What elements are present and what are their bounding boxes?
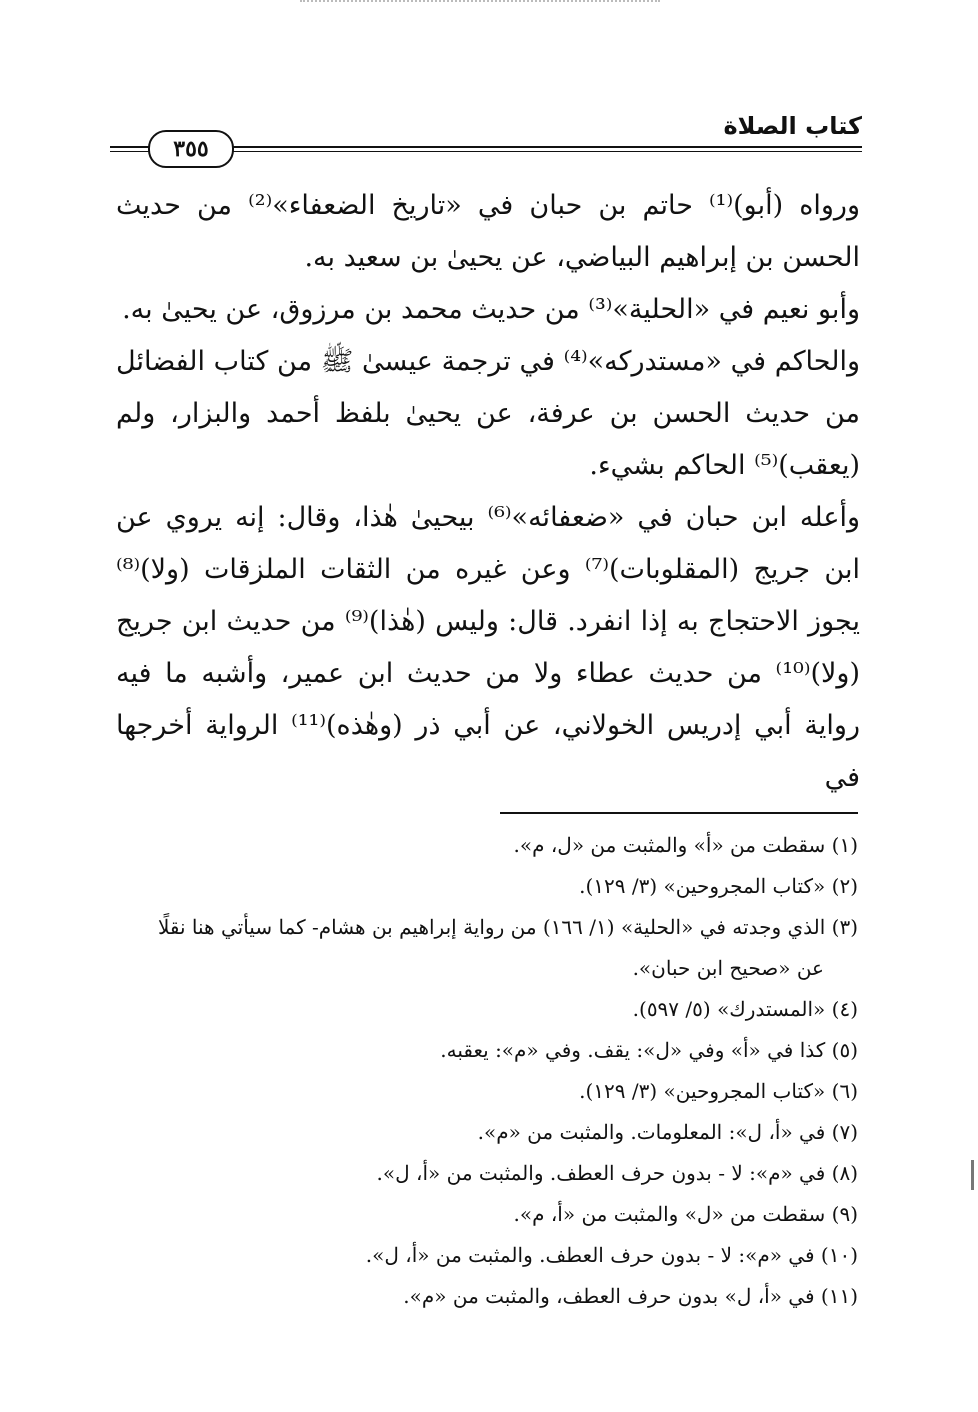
header-rule: [230, 146, 862, 148]
scan-edge-mark: [971, 1160, 974, 1190]
footnote: (٦) «كتاب المجروحين» (٣/ ١٢٩).: [579, 1079, 858, 1103]
footnote: (١) سقطت من «أ» والمثبت من «ل، م».: [513, 833, 858, 857]
footnote: (٢) «كتاب المجروحين» (٣/ ١٢٩).: [579, 874, 858, 898]
paragraph: ورواه (أبو)⁽¹⁾ حاتم بن حبان في «تاريخ الضعفاء»⁽²⁾ من حديث الحسن بن إبراهيم البياضي، عن يحيىٰ بن سعيد به.: [116, 190, 861, 273]
footnote-separator: [500, 812, 858, 814]
footnote: (٧) في «أ، ل»: المعلومات. والمثبت من «م».: [477, 1120, 858, 1144]
paragraph: وأعله ابن حبان في «ضعفائه»⁽⁶⁾ بيحيىٰ هٰذا، وقال: إنه يروي عن ابن جريج (المقلوبات)⁽⁷⁾ وعن غيره من الثقات الملزقات (ولا)⁽⁸⁾ يجوز الاحتجاج به إذا انفرد. قال: وليس (هٰذا)⁽⁹⁾ من حديث ابن جريج (ولا)⁽¹⁰⁾ من حديث عطاء ولا من حديث ابن عمير، وأشبه ما فيه رواية أبي إدريس الخولاني، عن أبي ذر (وهٰذه)⁽¹¹⁾ الرواية أخرجها في: [116, 502, 860, 793]
page-header: [110, 112, 862, 162]
top-scan-marks: [300, 0, 660, 8]
paragraph: وأبو نعيم في «الحلية»⁽³⁾ من حديث محمد بن مرزوق، عن يحيىٰ به.: [122, 294, 860, 325]
chapter-title: كتاب الصلاة: [723, 112, 862, 140]
header-rule-thin: [230, 151, 862, 152]
header-rule-left: [110, 146, 150, 148]
paragraph: والحاكم في «مستدركه»⁽⁴⁾ في ترجمة عيسىٰ ﷺ من كتاب الفضائل من حديث الحسن بن عرفة، عن يحيىٰ بلفظ أحمد والبزار، ولم (يعقب)⁽⁵⁾ الحاكم بشيء.: [116, 346, 860, 481]
header-rule-left-thin: [110, 151, 150, 152]
footnote: (٨) في «م»: لا - بدون حرف العطف. والمثبت من «أ، ل».: [376, 1161, 858, 1185]
footnote: (٥) كذا في «أ» وفي «ل»: يقف. وفي «م»: يعقبه.: [440, 1038, 858, 1062]
footnote: (١١) في «أ، ل» بدون حرف العطف، والمثبت من «م».: [403, 1284, 858, 1308]
page-number: ٣٥٥: [148, 130, 234, 168]
footnote: (٩) سقطت من «ل» والمثبت من «أ، م».: [513, 1202, 858, 1226]
footnotes: [118, 825, 858, 1317]
footnote-continuation: عن «صحيح ابن حبان».: [632, 956, 824, 980]
main-text: [116, 180, 860, 804]
footnote: (٣) الذي وجدته في «الحلية» (١/ ١٦٦) من رواية إبراهيم بن هشام- كما سيأتي هنا نقلًا: [157, 915, 858, 939]
footnote: (٤) «المستدرك» (٥/ ٥٩٧).: [632, 997, 858, 1021]
footnote: (١٠) في «م»: لا - بدون حرف العطف. والمثبت من «أ، ل».: [365, 1243, 858, 1267]
